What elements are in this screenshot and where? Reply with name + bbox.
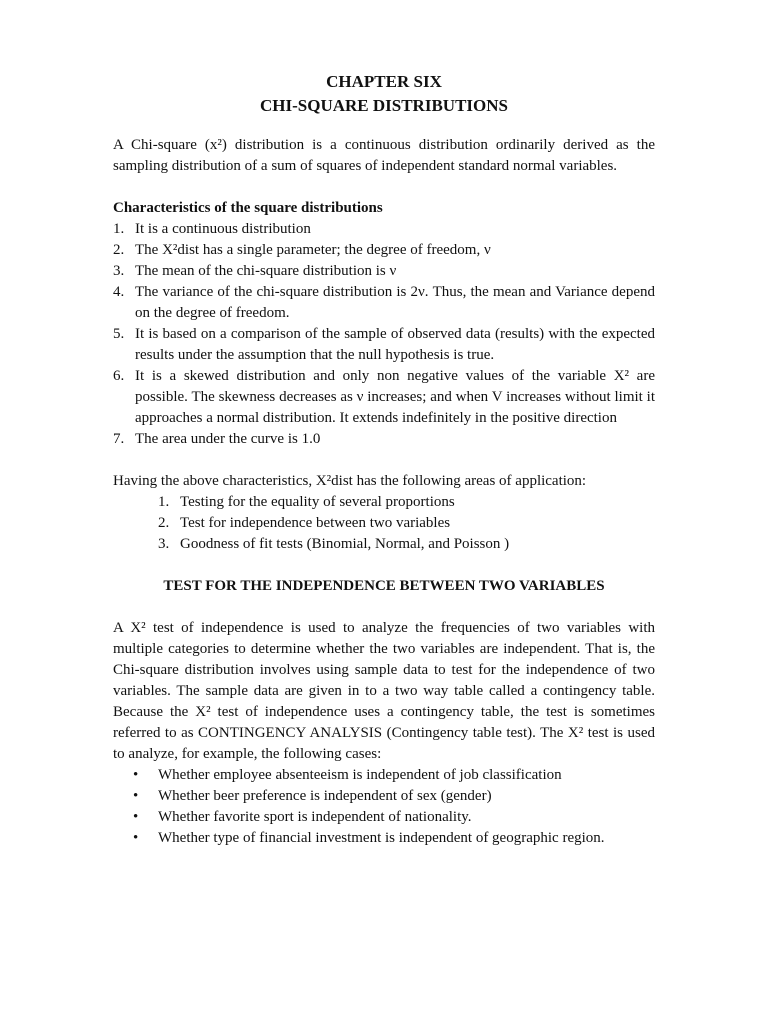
list-text: Whether type of financial investment is independent of geographic region. (158, 830, 605, 846)
applications-list (113, 492, 655, 555)
list-item (113, 492, 655, 513)
list-item (113, 534, 655, 555)
list-item (113, 240, 655, 261)
list-text: The X²dist has a single parameter; the degree of freedom, ν (135, 242, 491, 258)
list-item (113, 765, 655, 786)
applications-intro: Having the above characteristics, X²dist has the following areas of application: (113, 473, 587, 489)
list-item (113, 828, 655, 849)
list-item (113, 261, 655, 282)
cases-list (113, 765, 655, 849)
section-paragraph: A X² test of independence is used to analyze the frequencies of two variables with multiple categories to determine whether the two variables are independent. That is, the Chi-square distribution involves using sample data to test for the independence of two variables. The sample data are given in to a two way table called a contingency table. Because the X² test of independence uses a contingency table, the test is sometimes referred to as CONTINGENCY ANALYSIS (Contingency table test). The X² test is used to analyze, for example, the following cases: (113, 620, 655, 762)
list-text: Whether beer preference is independent of sex (gender) (158, 788, 492, 804)
list-item (113, 786, 655, 807)
list-text: It is a skewed distribution and only non negative values of the variable X² are possible. The skewness decreases as ν increases; and when V increases without limit it approaches a normal distribution. It extends indefinitely in the positive direction (135, 368, 655, 426)
list-number: 1. (158, 494, 170, 510)
list-item (113, 324, 655, 366)
list-item (113, 219, 655, 240)
list-text: Whether favorite sport is independent of nationality. (158, 809, 472, 825)
list-text: It is a continuous distribution (135, 221, 311, 237)
list-text: Whether employee absenteeism is independent of job classification (158, 767, 562, 783)
list-item (113, 366, 655, 429)
list-number: 4. (113, 284, 125, 300)
list-text: Goodness of fit tests (Binomial, Normal, and Poisson ) (180, 536, 510, 552)
intro-paragraph: A Chi-square (x²) distribution is a continuous distribution ordinarily derived as the sampling distribution of a sum of squares of independent standard normal variables. (113, 137, 655, 174)
list-number: 2. (158, 515, 170, 531)
list-text: The area under the curve is 1.0 (135, 431, 321, 447)
characteristics-heading: Characteristics of the square distributions (113, 200, 383, 216)
bullet-icon: • (133, 809, 139, 825)
bullet-icon: • (133, 788, 139, 804)
list-number: 2. (113, 242, 125, 258)
list-text: It is based on a comparison of the sample of observed data (results) with the expected results under the assumption that the null hypothesis is true. (135, 326, 655, 363)
list-text: Testing for the equality of several proportions (180, 494, 455, 510)
list-number: 5. (113, 326, 125, 342)
bullet-icon: • (133, 767, 139, 783)
chapter-title: CHI-SQUARE DISTRIBUTIONS (260, 96, 508, 115)
list-item (113, 807, 655, 828)
list-text: The mean of the chi-square distribution is ν (135, 263, 397, 279)
characteristics-list (113, 219, 655, 450)
section-heading: TEST FOR THE INDEPENDENCE BETWEEN TWO VARIABLES (163, 578, 605, 594)
list-number: 1. (113, 221, 125, 237)
chapter-label: CHAPTER SIX (326, 72, 442, 91)
list-number: 7. (113, 431, 125, 447)
list-text: Test for independence between two variables (180, 515, 451, 531)
list-item (113, 429, 655, 450)
list-item (113, 513, 655, 534)
list-text: The variance of the chi-square distribution is 2ν. Thus, the mean and Variance depend on the degree of freedom. (135, 284, 655, 321)
list-number: 6. (113, 368, 125, 384)
list-number: 3. (158, 536, 170, 552)
bullet-icon: • (133, 830, 139, 846)
list-number: 3. (113, 263, 125, 279)
list-item (113, 282, 655, 324)
